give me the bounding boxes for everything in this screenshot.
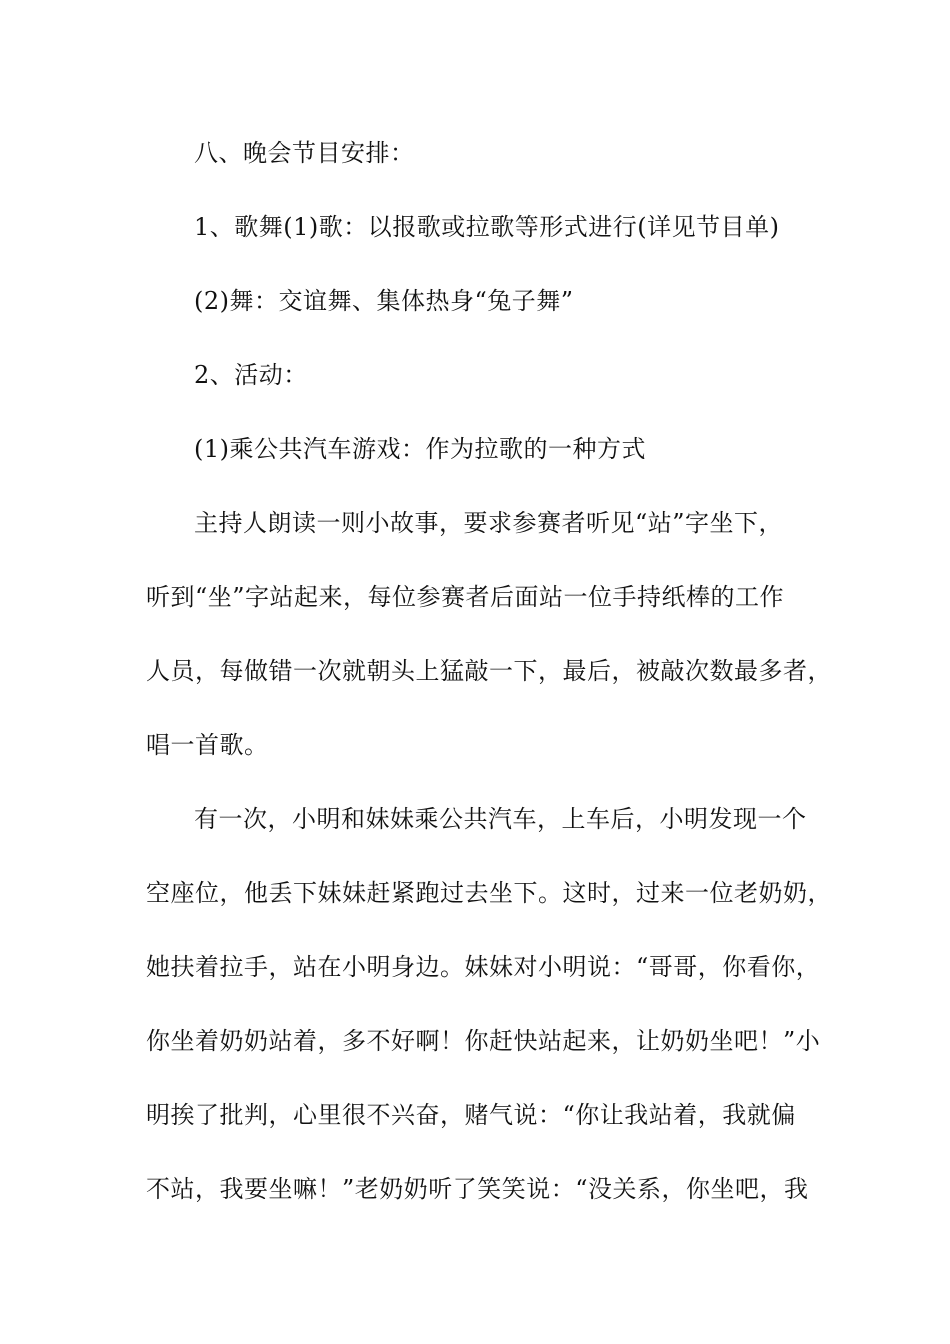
text-line: 2、活动： bbox=[194, 361, 308, 389]
paragraph-line: 她扶着拉手，站在小明身边。妹妹对小明说：“哥哥，你看你， bbox=[146, 953, 821, 981]
paragraph-line: 明挨了批判，心里很不兴奋，赌气说：“你让我站着，我就偏 bbox=[146, 1101, 796, 1129]
paragraph-line: 不站，我要坐嘛！”老奶奶听了笑笑说：“没关系，你坐吧，我 bbox=[146, 1175, 809, 1203]
paragraph-line: 听到“坐”字站起来，每位参赛者后面站一位手持纸棒的工作 bbox=[146, 583, 785, 611]
text-line: (1)乘公共汽车游戏：作为拉歌的一种方式 bbox=[194, 435, 646, 463]
text-line: (2)舞：交谊舞、集体热身“兔子舞” bbox=[194, 287, 574, 315]
text-line: 1、歌舞(1)歌：以报歌或拉歌等形式进行(详见节目单) bbox=[194, 213, 780, 241]
paragraph-line: 人员，每做错一次就朝头上猛敲一下，最后，被敲次数最多者， bbox=[146, 657, 832, 685]
paragraph-line: 有一次，小明和妹妹乘公共汽车，上车后，小明发现一个 bbox=[194, 805, 807, 833]
paragraph-line: 你坐着奶奶站着，多不好啊！你赶快站起来，让奶奶坐吧！”小 bbox=[146, 1027, 821, 1055]
paragraph-line: 主持人朗读一则小故事，要求参赛者听见“站”字坐下， bbox=[194, 509, 784, 537]
paragraph-line: 唱一首歌。 bbox=[146, 731, 269, 759]
section-heading: 八、晚会节目安排： bbox=[194, 139, 415, 167]
paragraph-line: 空座位，他丢下妹妹赶紧跑过去坐下。这时，过来一位老奶奶， bbox=[146, 879, 832, 907]
